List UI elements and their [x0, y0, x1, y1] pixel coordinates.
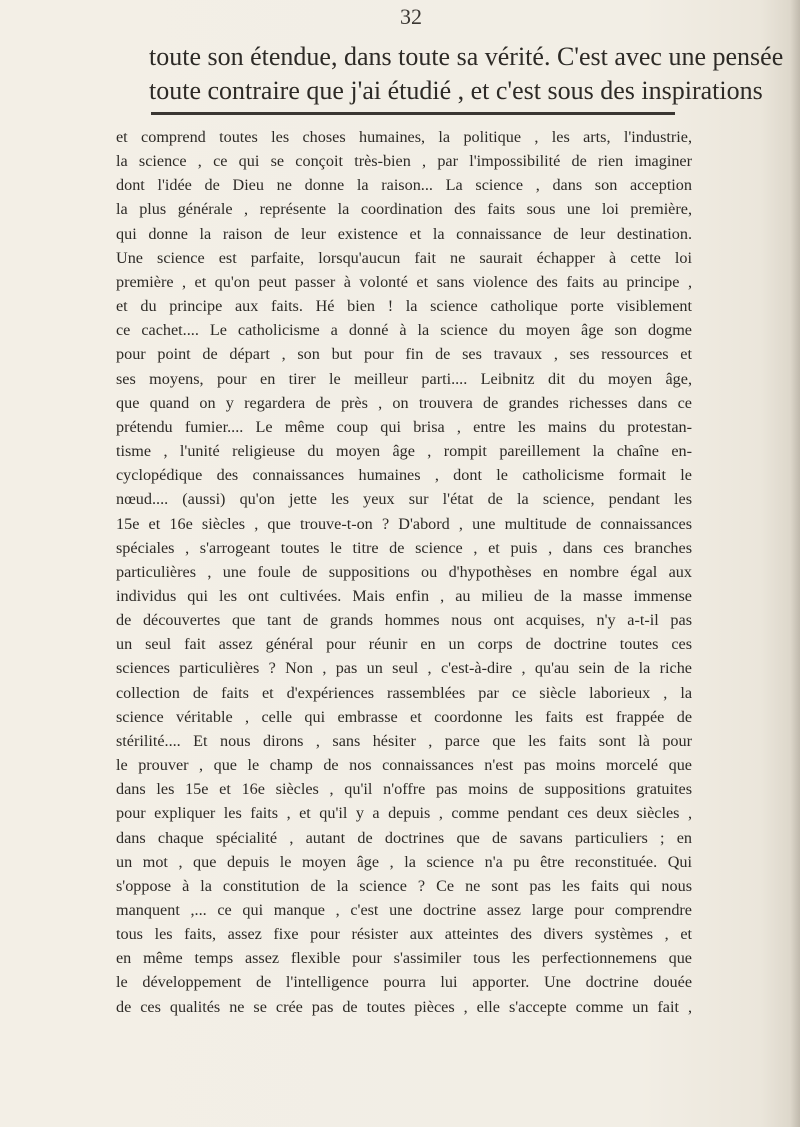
footnote-text [116, 125, 692, 1019]
footnote-line: cyclopédique des connaissances humaines , dont le catholicisme formait le [116, 466, 692, 485]
footnote-line: pour expliquer les faits , et qu'il y a depuis , comme pendant ces deux siècles , [116, 804, 692, 823]
footnote-line: stérilité.... Et nous dirons , sans hésiter , parce que les faits sont là pour [116, 731, 692, 750]
footnote-line: pour point de départ , son but pour fin de ses travaux , ses ressources et [116, 345, 692, 364]
footnote-line: nœud.... (aussi) qu'on jette les yeux sur l'état de la science, pendant les [116, 490, 692, 509]
footnote-line: collection de faits et d'expériences rassemblées par ce siècle laborieux , la [116, 683, 692, 702]
footnote-line: sciences particulières ? Non , pas un seul , c'est-à-dire , qu'au sein de la riche [116, 659, 692, 678]
footnote-line: science véritable , celle qui embrasse et coordonne les faits est frappée de [116, 707, 692, 726]
footnote-line: que quand on y regardera de près , on trouvera de grandes richesses dans ce [116, 393, 692, 412]
footnote-separator-rule [151, 112, 675, 115]
footnote-line: le développement de l'intelligence pourra lui apporter. Une doctrine douée [116, 973, 692, 992]
footnote-line: individus qui les ont cultivées. Mais enfin , au milieu de la masse immense [116, 586, 692, 605]
footnote-line: dans les 15e et 16e siècles , qu'il n'offre pas moins de suppositions gratuites [116, 780, 692, 799]
footnote-line: le prouver , que le champ de nos connaissances n'est pas moins morcelé que [116, 756, 692, 775]
footnote-line: et du principe aux faits. Hé bien ! la science catholique porte visiblement [116, 297, 692, 316]
footnote-line: 15e et 16e siècles , que trouve-t-on ? D'abord , une multitude de connaissances [116, 514, 692, 533]
main-line: toute son étendue, dans toute sa vérité. C'est avec une pensée [149, 42, 784, 71]
page-number: 32 [400, 4, 422, 29]
footnote-line: ce cachet.... Le catholicisme a donné à la science du moyen âge son dogme [116, 321, 692, 340]
footnote-line: s'oppose à la constitution de la science ? Ce ne sont pas les faits qui nous [116, 876, 692, 895]
footnote-line: la plus générale , représente la coordination des faits sous une loi première, [116, 200, 692, 219]
footnote-line: manquent ,... ce qui manque , c'est une doctrine assez large pour comprendre [116, 901, 692, 919]
footnote-line: un seul fait assez général pour réunir en un corps de doctrine toutes ces [116, 635, 692, 654]
footnote-line: ses moyens, pour en tirer le meilleur parti.... Leibnitz dit du moyen âge, [116, 369, 692, 388]
main-text [149, 40, 784, 108]
footnote-line: première , et qu'on peut passer à volonté et sans violence des faits au principe , [116, 272, 692, 291]
footnote-line: et comprend toutes les choses humaines, la politique , les arts, l'industrie, [116, 128, 692, 146]
footnote-line: la science , ce qui se conçoit très-bien , par l'impossibilité de rien imaginer [116, 152, 692, 171]
footnote-line: prétendu fumier.... Le même coup qui brisa , entre les mains du protestan- [116, 417, 692, 436]
footnote-line: particulières , une foule de suppositions ou d'hypothèses en nombre égal aux [116, 562, 692, 581]
footnote-line: de découvertes que tant de grands hommes nous ont acquises, n'y a-t-il pas [116, 611, 692, 630]
footnote-line: tisme , l'unité religieuse du moyen âge , rompit pareillement la chaîne en- [116, 442, 692, 461]
footnote-line: un mot , que depuis le moyen âge , la science n'a pu être reconstituée. Qui [116, 852, 692, 871]
footnote-line: spéciales , s'arrogeant toutes le titre de science , et puis , dans ces branches [116, 538, 692, 557]
footnote-line: qui donne la raison de leur existence et la connaissance de leur destination. [116, 224, 692, 243]
footnote-line: dont l'idée de Dieu ne donne la raison... La science , dans son acception [116, 176, 692, 195]
footnote-line: tous les faits, assez fixe pour résister aux atteintes des divers systèmes , et [116, 925, 692, 944]
main-line: toute contraire que j'ai étudié , et c'est sous des inspirations [149, 76, 763, 105]
footnote-line: Une science est parfaite, lorsqu'aucun fait ne saurait échapper à cette loi [116, 248, 692, 267]
footnote-line: en même temps assez flexible pour s'assimiler tous les perfectionnemens que [116, 949, 692, 968]
footnote-line: dans chaque spécialité , autant de doctrines que de savans particuliers ; en [116, 828, 692, 847]
footnote-line: de ces qualités ne se crée pas de toutes pièces , elle s'accepte comme un fait , [116, 997, 692, 1016]
page-edge-shadow [790, 0, 800, 1127]
